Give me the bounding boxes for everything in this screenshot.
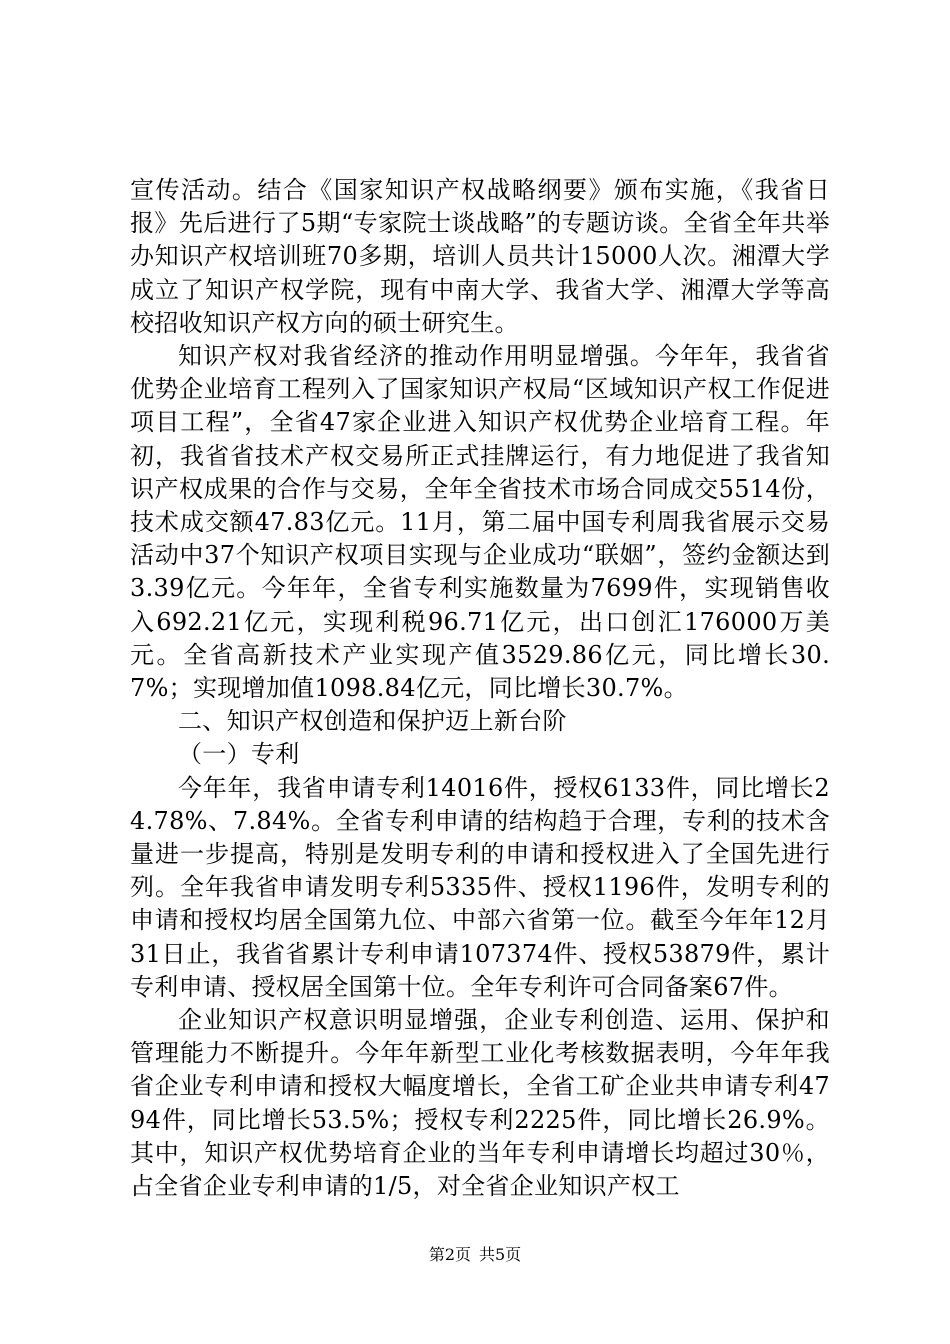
subsection-heading: （一）专利 <box>178 740 300 769</box>
page-footer <box>0 1245 950 1265</box>
document-body <box>130 174 830 1203</box>
page-number: 第2页 <box>428 1245 471 1264</box>
paragraph-economic-impact: 知识产权对我省经济的推动作用明显增强。今年年，我省省优势企业培育工程列入了国家知识产权局“区域知识产权工作促进项目工程”，全省47家企业进入知识产权优势企业培育工程。年初，我省省技术产权交易所正式挂牌运行，有力地促进了我省知识产权成果的合作与交易，全年全省技术市场合同成交5514份，技术成交额47.83亿元。11月，第二届中国专利周我省展示交易活动中37个知识产权项目实现与企业成功“联姻”，签约金额达到3.39亿元。今年年，全省专利实施数量为7699件，实现销售收入692.21亿元，实现利税96.71亿元，出口创汇176000万美元。全省高新技术产业实现产值3529.86亿元，同比增长30.7%；实现增加值1098.84亿元，同比增长30.7%。 <box>130 342 830 703</box>
section-heading: 二、知识产权创造和保护迈上新台阶 <box>178 707 567 736</box>
paragraph-continuation: 宣传活动。结合《国家知识产权战略纲要》颁布实施，《我省日报》先后进行了5期“专家院士谈战略”的专题访谈。全省全年共举办知识产权培训班70多期，培训人员共计15000人次。湘潭大学成立了知识产权学院，现有中南大学、我省大学、湘潭大学等高校招收知识产权方向的硕士研究生。 <box>130 176 830 337</box>
paragraph-enterprise-ip: 企业知识产权意识明显增强，企业专利创造、运用、保护和管理能力不断提升。今年年新型工业化考核数据表明，今年年我省企业专利申请和授权大幅度增长，全省工矿企业共申请专利4794件，同比增长53.5%；授权专利2225件，同比增长26.9%。其中，知识产权优势培育企业的当年专利申请增长均超过30％，占全省企业专利申请的1/5，对全省企业知识产权工 <box>130 1006 830 1201</box>
page-total: 共5页 <box>479 1245 522 1264</box>
paragraph-patent-stats: 今年年，我省申请专利14016件，授权6133件，同比增长24.78%、7.84%。全省专利申请的结构趋于合理，专利的技术含量进一步提高，特别是发明专利的申请和授权进入了全国先进行列。全年我省申请发明专利5335件、授权1196件，发明专利的申请和授权均居全国第九位、中部六省第一位。截至今年年12月31日止，我省省累计专利申请107374件、授权53879件，累计专利申请、授权居全国第十位。全年专利许可合同备案67件。 <box>130 773 830 1001</box>
